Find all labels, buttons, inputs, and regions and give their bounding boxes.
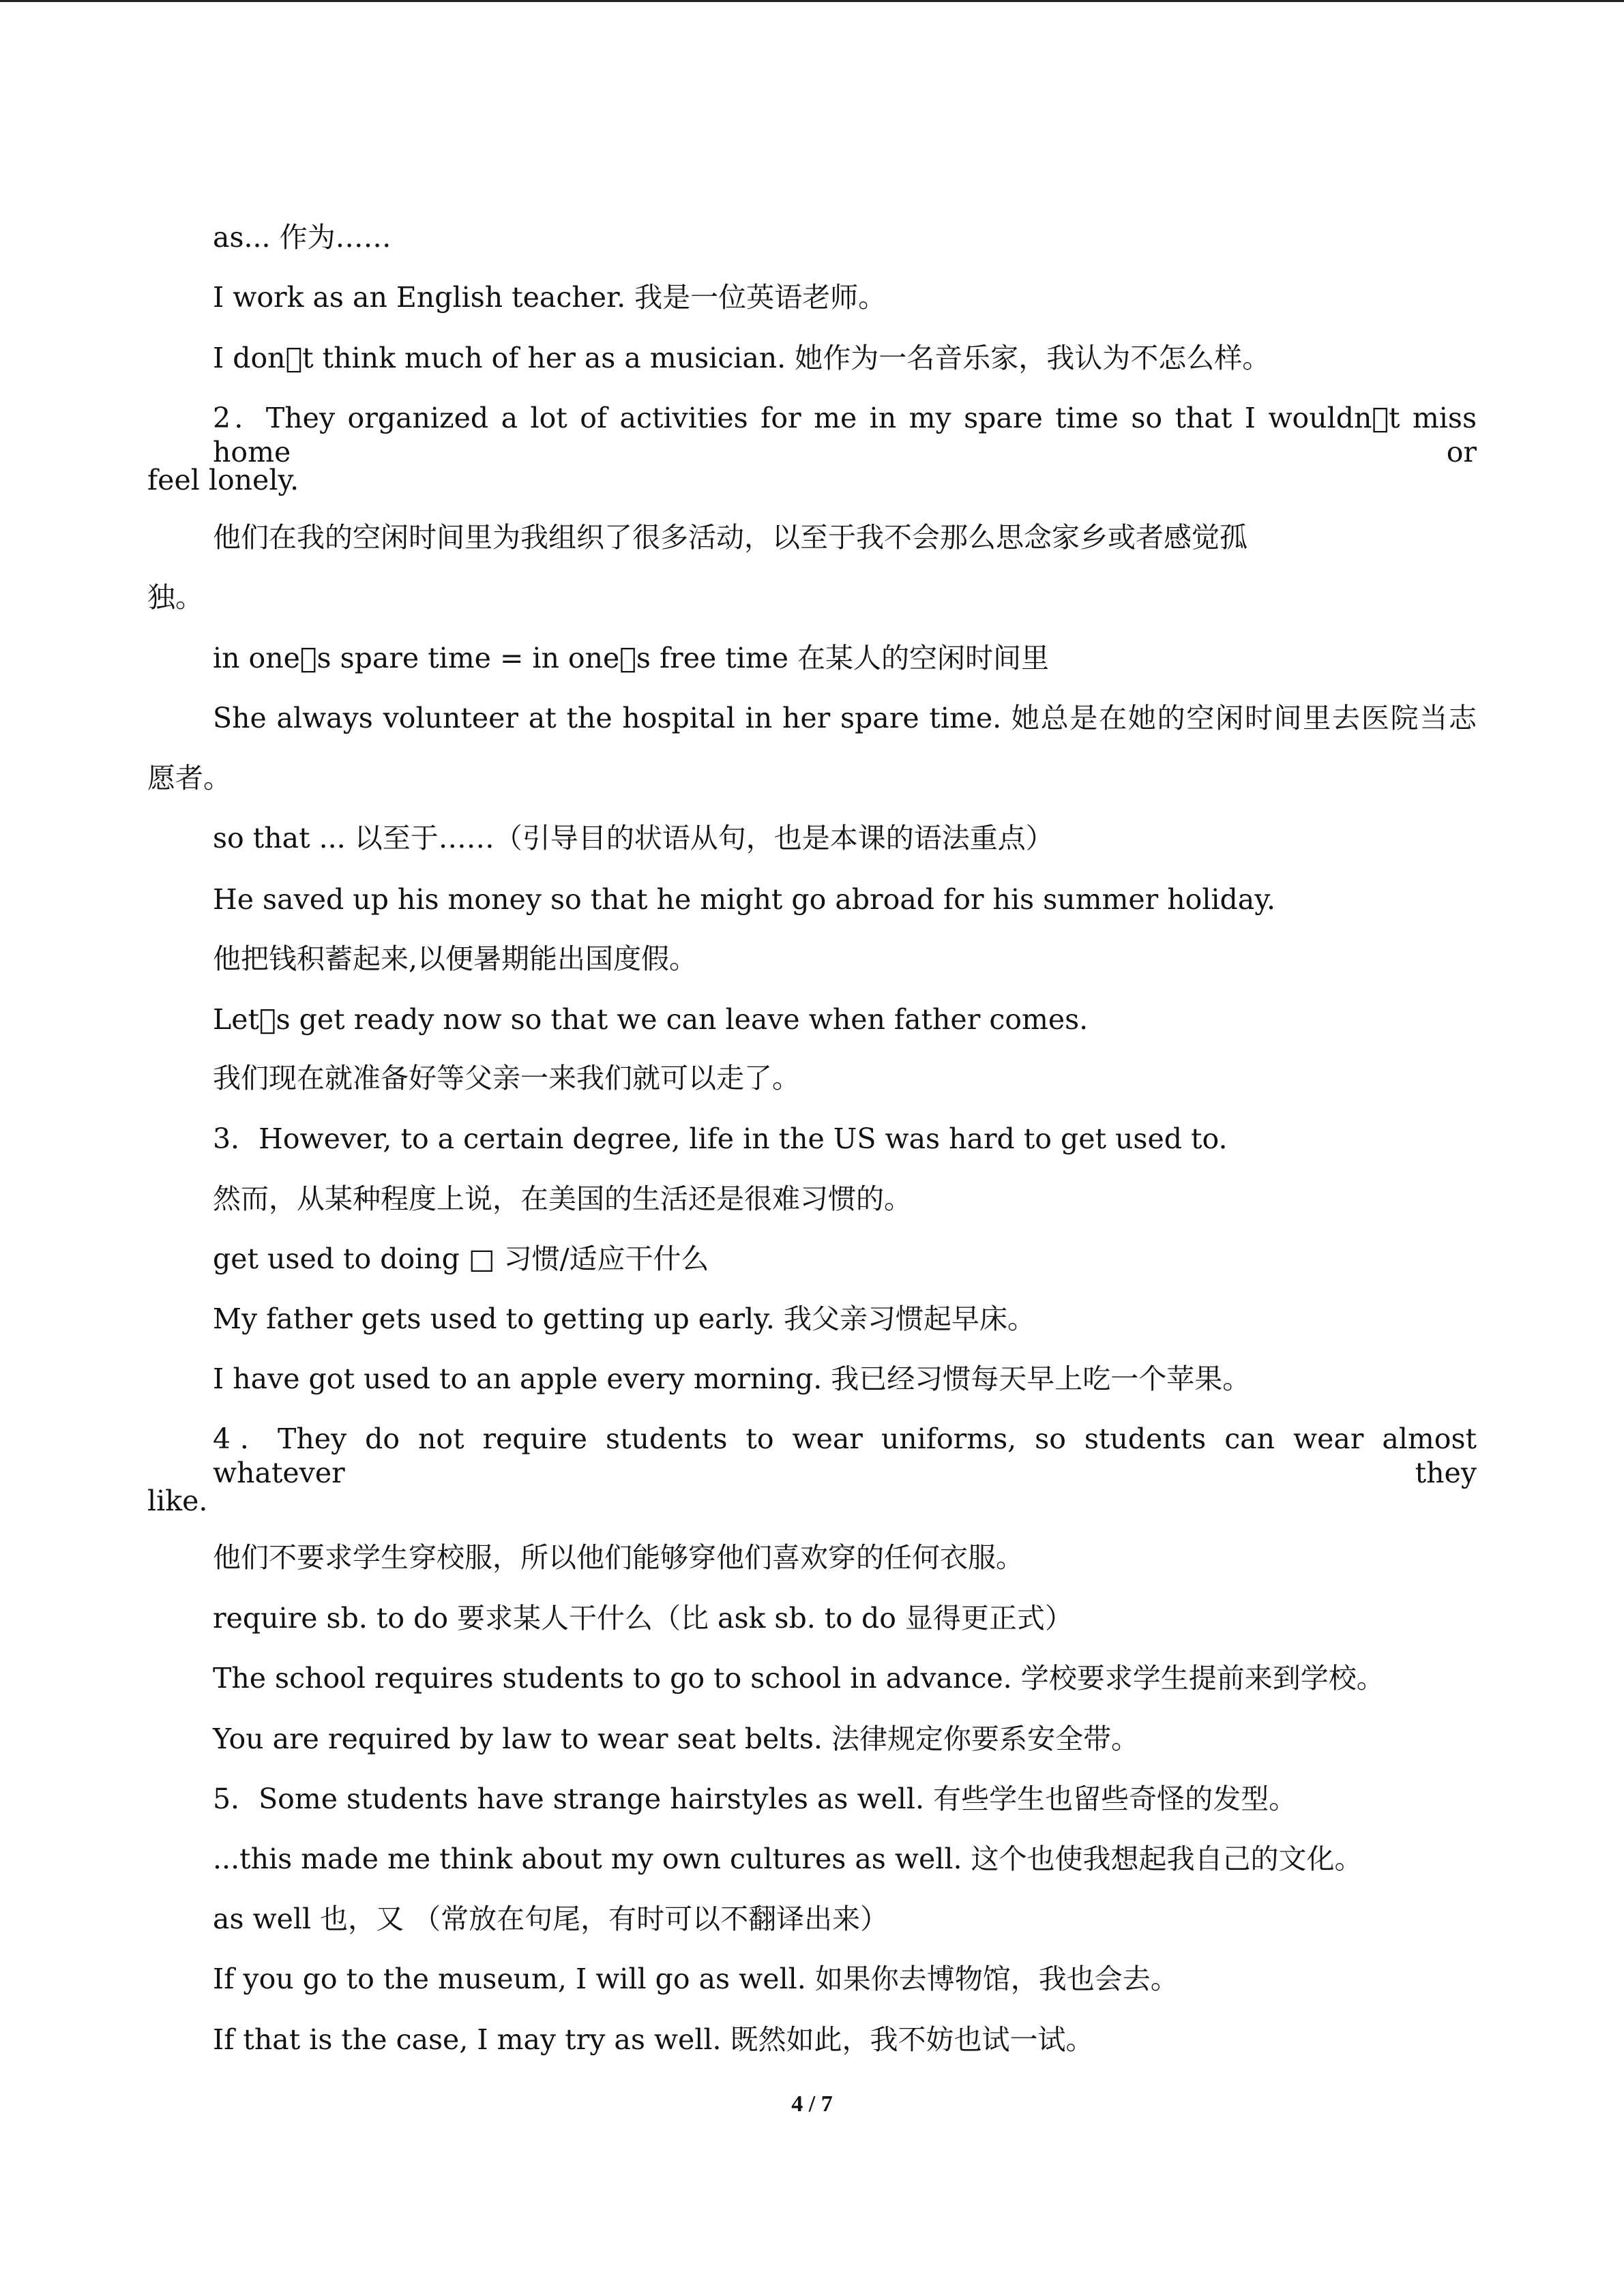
text-line-12: He saved up his money so that he might go abroad for his summer holiday. xyxy=(213,883,1275,916)
text-line-31: If that is the case, I may try as well. 既然如此，我不妨也试一试。 xyxy=(213,2023,1094,2056)
text-line-21: 4．They do not require students to wear uniforms, so students can wear almost whatever they xyxy=(213,1422,1477,1489)
text-line-18: get used to doing □ 习惯/适应干什么 xyxy=(213,1242,709,1275)
text-line-1: as... 作为…… xyxy=(213,221,392,254)
text-line-20: I have got used to an apple every morning. 我已经习惯每天早上吃一个苹果。 xyxy=(213,1362,1251,1395)
page-number: 4 / 7 xyxy=(791,2091,833,2117)
text-line-19: My father gets used to getting up early. 我父亲习惯起早床。 xyxy=(213,1302,1035,1335)
text-line-22: like. xyxy=(147,1485,208,1517)
text-line-2: I work as an English teacher. 我是一位英语老师。 xyxy=(213,281,887,314)
text-line-26: You are required by law to wear seat belts. 法律规定你要系安全带。 xyxy=(213,1723,1139,1755)
text-line-6: 他们在我的空闲时间里为我组织了很多活动，以至于我不会那么思念家乡或者感觉孤 xyxy=(213,521,1247,554)
text-line-7: 独。 xyxy=(147,581,203,614)
text-line-4: 2．They organized a lot of activities for me in my spare time so that I wouldn t miss home or xyxy=(213,402,1477,468)
text-line-27: 5．Some students have strange hairstyles as well. 有些学生也留些奇怪的发型。 xyxy=(213,1783,1297,1815)
text-line-15: 我们现在就准备好等父亲一来我们就可以走了。 xyxy=(213,1062,800,1094)
text-line-28: ...this made me think about my own cultures as well. 这个也使我想起我自己的文化。 xyxy=(213,1843,1363,1875)
text-line-5: feel lonely. xyxy=(147,464,299,496)
text-line-25: The school requires students to go to school in advance. 学校要求学生提前来到学校。 xyxy=(213,1662,1385,1695)
text-line-24: require sb. to do 要求某人干什么（比 ask sb. to do 显得更正式） xyxy=(213,1602,1073,1635)
text-line-11: so that ... 以至于……（引导目的状语从句，也是本课的语法重点） xyxy=(213,822,1054,854)
text-line-17: 然而，从某种程度上说，在美国的生活还是很难习惯的。 xyxy=(213,1182,912,1215)
text-line-16: 3．However, to a certain degree, life in the US was hard to get used to. xyxy=(213,1122,1228,1155)
text-line-14: Let s get ready now so that we can leave when father comes. xyxy=(213,1003,1089,1036)
text-line-29: as well 也，又 （常放在句尾，有时可以不翻译出来） xyxy=(213,1903,889,1935)
text-line-30: If you go to the museum, I will go as well. 如果你去博物馆，我也会去。 xyxy=(213,1963,1179,1995)
text-line-9: She always volunteer at the hospital in her spare time. 她总是在她的空闲时间里去医院当志 xyxy=(213,702,1477,734)
text-line-23: 他们不要求学生穿校服，所以他们能够穿他们喜欢穿的任何衣服。 xyxy=(213,1541,1024,1574)
text-line-13: 他把钱积蓄起来,以便暑期能出国度假。 xyxy=(213,942,698,975)
text-line-8: in one s spare time = in one s free time 在某人的空闲时间里 xyxy=(213,642,1050,674)
text-line-3: I don t think much of her as a musician. 她作为一名音乐家，我认为不怎么样。 xyxy=(213,342,1271,374)
text-line-10: 愿者。 xyxy=(147,762,231,794)
